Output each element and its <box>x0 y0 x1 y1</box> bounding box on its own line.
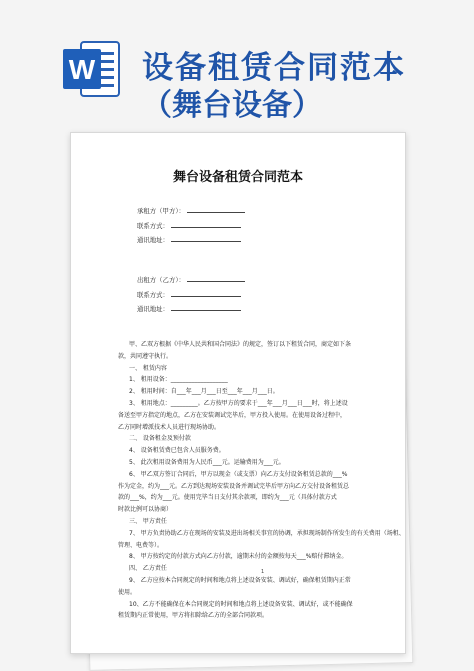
party-field <box>137 275 245 284</box>
contract-line: 6、 甲乙双方签订合同后，甲方以现金（或支票）向乙方支付设备租赁总款的___% <box>129 470 348 478</box>
blank-line <box>171 304 241 311</box>
blank-line <box>187 206 245 213</box>
contract-line: 5、 此次租用设备费用为人民币___元。运输费用为___元。 <box>129 459 285 466</box>
contract-line: 1、 租用设备：___________________ <box>129 376 228 384</box>
party-field-label: 承租方（甲方）： <box>137 207 185 215</box>
contract-line: 4、 设备租赁费已包含人员服务费。 <box>129 447 225 455</box>
party-field-label: 联系方式： <box>137 222 169 230</box>
headline-title: 设备租赁合同范本 <box>142 50 406 86</box>
contract-line: 二、 设备租金及预付款 <box>129 435 191 443</box>
party-field <box>137 235 241 244</box>
contract-line: 使用。 <box>118 588 137 596</box>
contract-line: 8、 甲方按约定的付款方式向乙方付款，逾期未付的金额按每天___%赔付滞纳金。 <box>129 553 348 561</box>
contract-line: 乙方同时增派技术人员进行现场协助。 <box>118 423 221 431</box>
party-field <box>137 290 241 299</box>
party-field <box>137 304 241 313</box>
page-number: 1 <box>261 569 265 575</box>
party-field <box>137 206 245 215</box>
contract-line: 甲、乙双方根据《中华人民共和国合同法》的规定，签订以下租赁合同，商定如下条 <box>129 341 352 348</box>
contract-line: 备送至甲方指定的地点，乙方在安装调试完毕后，甲方投入使用。在使用设备过程中， <box>118 411 347 419</box>
contract-line: 7、 甲方负责协助乙方在现场的安装及进出场相关事宜的协调，承担现场制作所发生的有关费用（场租、 <box>129 529 405 537</box>
contract-line: 时款比例可以协商） <box>118 506 173 514</box>
banner <box>0 0 474 123</box>
blank-line <box>187 275 245 282</box>
document-title: 舞台设备租赁合同范本 <box>172 170 303 185</box>
word-logo-letter: W <box>68 54 96 85</box>
contract-line: 租赁期内正常使用，甲方将扣除给乙方的全部合同款项。 <box>118 612 269 620</box>
contract-line: 10、乙方不能确保在本合同规定的时间和地点将上述设备安装、调试好，或不能确保 <box>129 600 353 608</box>
blank-line <box>171 221 241 228</box>
party-field <box>137 221 241 230</box>
contract-line: 四、 乙方责任 <box>129 565 167 573</box>
document-page <box>70 132 406 654</box>
party-field-label: 通讯地址： <box>137 236 169 244</box>
blank-line <box>171 290 241 297</box>
contract-line: 一、 租赁内容 <box>129 364 167 372</box>
contract-line: 3、 租用地点：_________。乙方按甲方的要求于___年___月___日___时，将上述设 <box>129 400 348 407</box>
party-field-label: 联系方式： <box>137 291 169 299</box>
contract-line: 款的___%，约为___元。使用完毕当日支付其余款项，即约为___元（具体付款方式 <box>118 494 337 502</box>
contract-line: 作为定金，约为___元。乙方到达现场安装设备并调试完毕后甲方向乙方交付设备租赁总 <box>118 482 350 490</box>
word-document-icon <box>62 40 122 98</box>
party-field-label: 出租方（乙方）： <box>137 276 185 284</box>
contract-line: 款，共同遵守执行。 <box>118 352 173 360</box>
headline-subtitle: （舞台设备） <box>142 88 322 123</box>
contract-line: 2、 租用时间：自___年___月___日至___年___月___日。 <box>129 388 279 396</box>
party-field-label: 通讯地址： <box>137 305 169 313</box>
contract-line: 三、 甲方责任 <box>129 518 167 525</box>
contract-line: 管理、电费等）。 <box>118 541 164 549</box>
contract-line: 9、 乙方应按本合同规定的时间和地点将上述设备安装、调试好，确保租赁期内正常 <box>129 577 351 584</box>
blank-line <box>171 235 241 242</box>
